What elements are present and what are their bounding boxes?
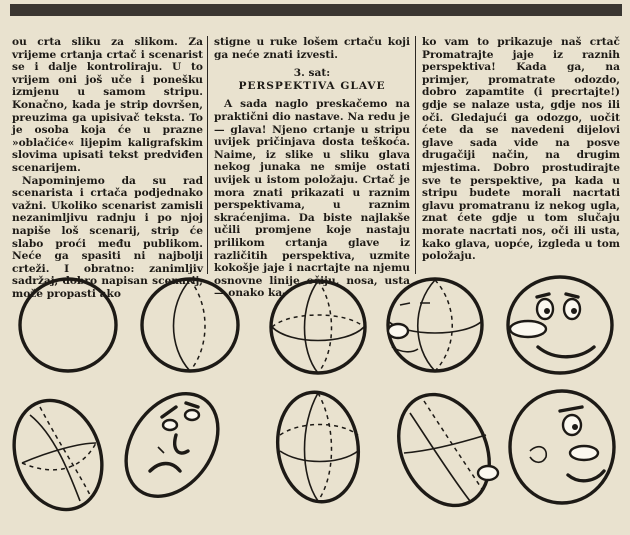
face-looking-up: [107, 376, 237, 514]
egg-cross-lines: [271, 281, 365, 373]
text-column-2: [214, 36, 410, 300]
egg-three-quarter: [381, 380, 506, 521]
face-profile: [510, 391, 614, 503]
top-border-bar: [10, 4, 622, 16]
paragraph: ou crta sliku za slikom. Za vrijeme crtanja crtač i scenarist se i dalje kontroliraju. U to vrijem oni još uče i ponešku izmjenu u samom stripu. Konačno, kada je strip dovršen, preuzima ga upisivač teksta. To je osoba koja će u prazne »oblačiće« lijepim kaligrafskim slovima upisati tekst predviđen scenarijem.: [12, 36, 203, 174]
column-divider: [207, 36, 208, 274]
section-title: PERSPEKTIVA GLAVE: [238, 79, 386, 92]
column-divider: [415, 36, 416, 274]
egg-tilted-lines: [0, 388, 117, 522]
egg-from-below: [271, 387, 366, 507]
face-front: [508, 277, 612, 373]
paragraph: A sada naglo preskačemo na praktični dio nastave. Na redu je — glava! Njeno crtanje u stripu uvijek pričinjava dosta teškoća. Naime, iz slike u sliku glava nekog junaka ne smije ostati uvijek u istom položaju. Crtač je mora znati prikazati u raznim perspektivama, u raznim skraćenjima. Da biste najlakše učili promjene koje nastaju prilikom crtanja glave iz različitih perspektiva, uzmite kokošje jaje i nacrtajte na njemu osnovne linije očiju, nosa, usta — onako ka-: [214, 98, 410, 300]
text-column-1: [12, 36, 203, 300]
section-number: 3. sat:: [293, 67, 331, 80]
paragraph: ko vam to prikazuje naš crtač Promatrajte jaje iz raznih perspektiva! Kada ga, na primjer, promatrate odozdo, dobro zapamtite (i precrtajte!) gdje se nalaze usta, gdje nos ili oči. Gledajući ga odozgo, uočit ćete da se navedeni dijelovi glave sada vide na posve drugačiji način, na drugim mjestima. Dobro prostudirajte sve te perspektive, pa kada u stripu budete morali nacrtati glavu promatranu iz nekog ugla, znat ćete gdje u tom slučaju morate nacrtati nos, oči ili usta, kako glava, uopće, izgleda u tom položaju.: [422, 36, 620, 263]
egg-vertical-line: [142, 279, 238, 371]
egg-with-features: [388, 279, 482, 371]
egg-plain: [20, 279, 116, 371]
paragraph: stigne u ruke lošem crtaču koji ga neće znati izvesti.: [214, 36, 410, 61]
paragraph: Napominjemo da su rad scenarista i crtača podjednako važni. Ukoliko scenarist zamisli nezanimljivu radnju i po njoj napiše loš scenarij, strip će slabo proći među publikom. Neće ga spasiti ni najbolji crteži. I obratno: zanimljiv sadržaj, dobro napisan scenarij, može propasti ako: [12, 174, 203, 300]
head-perspective-illustration: [0, 275, 630, 530]
text-column-3: [422, 36, 620, 263]
